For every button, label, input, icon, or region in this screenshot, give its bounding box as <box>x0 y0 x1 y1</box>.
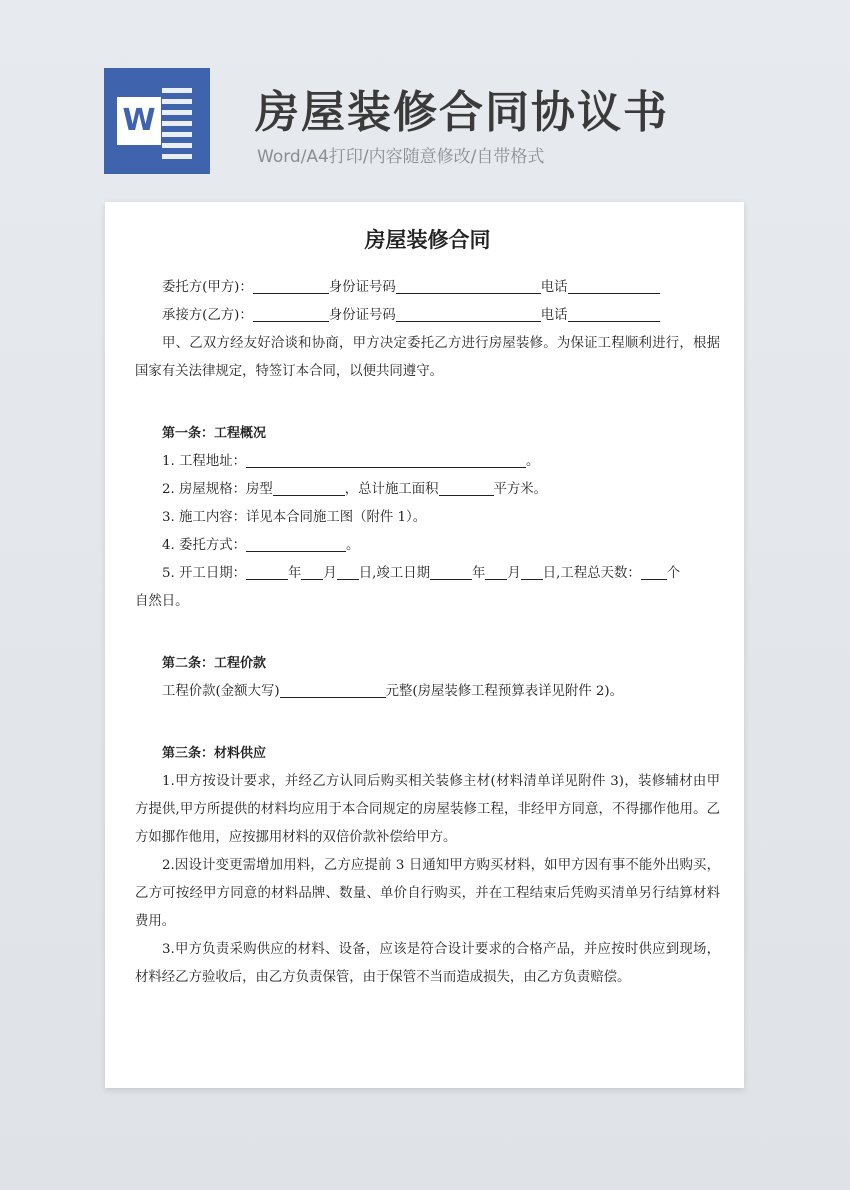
end-year-blank <box>430 563 472 580</box>
year-label: 年 <box>288 566 302 581</box>
party-a-phone-blank <box>568 277 660 294</box>
commission-label: 4. 委托方式： <box>162 538 246 553</box>
section-1-item-2 <box>135 476 720 504</box>
document-lines-icon <box>162 88 192 165</box>
party-a-id-label: 身份证号码 <box>328 280 396 295</box>
section-1-item-5-wrap: 自然日。 <box>135 594 189 609</box>
price-label: 工程价款(金额大写) <box>162 684 280 699</box>
party-b-id-label: 身份证号码 <box>328 308 396 323</box>
section-3-paragraph-1: 1.甲方按设计要求，并经乙方认同后购买相关装修主材(材料清单详见附件 3)，装修辅材由甲方提供,甲方所提供的材料均应用于本合同规定的房屋装修工程，非经甲方同意，不得挪作他用。乙方如挪作他用，应按挪用材料的双倍价款补偿给甲方。 <box>135 774 720 845</box>
promo-subtitle: Word/A4打印/内容随意修改/自带格式 <box>257 147 545 167</box>
section-1-item-3: 3. 施工内容：详见本合同施工图（附件 1）。 <box>162 510 427 525</box>
area-unit: 平方米。 <box>493 482 548 497</box>
section-3-paragraph-2: 2.因设计变更需增加用料，乙方应提前 3 日通知甲方购买材料，如甲方因有事不能外出购买，乙方可按经甲方同意的材料品牌、数量、单价自行购买，并在工程结束后凭购买清单另行结算材料费用。 <box>135 858 720 929</box>
start-year-blank <box>246 563 288 580</box>
month-label-2: 月 <box>507 566 521 581</box>
total-days-blank <box>641 563 667 580</box>
party-b-name-blank <box>253 305 329 322</box>
commission-blank <box>246 535 346 552</box>
word-app-icon <box>104 68 210 174</box>
year-label-2: 年 <box>472 566 486 581</box>
total-days-unit: 个 <box>666 566 681 581</box>
address-blank <box>246 451 526 468</box>
room-type-blank <box>273 479 345 496</box>
section-3-heading: 第三条：材料供应 <box>162 746 267 761</box>
party-b-line <box>135 302 720 330</box>
address-label: 1. 工程地址： <box>162 454 246 469</box>
party-b-label: 承接方(乙方)： <box>162 308 253 323</box>
section-1-item-4 <box>135 532 720 560</box>
start-month-blank <box>301 563 323 580</box>
month-label: 月 <box>323 566 337 581</box>
section-1-item-1 <box>135 448 720 476</box>
party-a-name-blank <box>253 277 329 294</box>
end-month-blank <box>485 563 507 580</box>
intro-paragraph: 甲、乙双方经友好洽谈和协商，甲方决定委托乙方进行房屋装修。为保证工程顺利进行，根据国家有关法律规定，特签订本合同，以便共同遵守。 <box>135 336 720 379</box>
document-title: 房屋装修合同 <box>364 228 491 252</box>
start-date-label: 5. 开工日期： <box>162 566 246 581</box>
party-a-line <box>135 274 720 302</box>
document-body <box>135 222 720 992</box>
end-day-blank <box>521 563 543 580</box>
party-a-phone-label: 电话 <box>540 280 568 295</box>
party-a-label: 委托方(甲方)： <box>162 280 253 295</box>
party-a-id-blank <box>396 277 541 294</box>
total-days-label: 日,工程总天数： <box>542 566 641 581</box>
party-b-phone-label: 电话 <box>540 308 568 323</box>
promo-title: 房屋装修合同协议书 <box>255 87 669 138</box>
address-end: 。 <box>526 454 540 469</box>
price-line <box>135 678 720 706</box>
commission-end: 。 <box>346 538 360 553</box>
section-3-paragraph-3: 3.甲方负责采购供应的材料、设备，应该是符合设计要求的合格产品，并应按时供应到现场，材料经乙方验收后，由乙方负责保管，由于保管不当而造成损失，由乙方负责赔偿。 <box>135 942 720 985</box>
end-date-label: 日,竣工日期 <box>358 566 430 581</box>
price-end: 元整(房屋装修工程预算表详见附件 2)。 <box>385 684 624 699</box>
area-blank <box>439 479 494 496</box>
section-2-heading: 第二条：工程价款 <box>162 656 267 671</box>
party-b-id-blank <box>396 305 541 322</box>
price-blank <box>280 681 386 698</box>
section-1-heading: 第一条：工程概况 <box>162 426 267 441</box>
party-b-phone-blank <box>568 305 660 322</box>
area-label: ，总计施工面积 <box>344 482 439 497</box>
word-letter-icon: W <box>117 97 161 145</box>
start-day-blank <box>337 563 359 580</box>
section-1-item-5 <box>135 560 720 588</box>
room-type-label: 2. 房屋规格：房型 <box>162 482 273 497</box>
